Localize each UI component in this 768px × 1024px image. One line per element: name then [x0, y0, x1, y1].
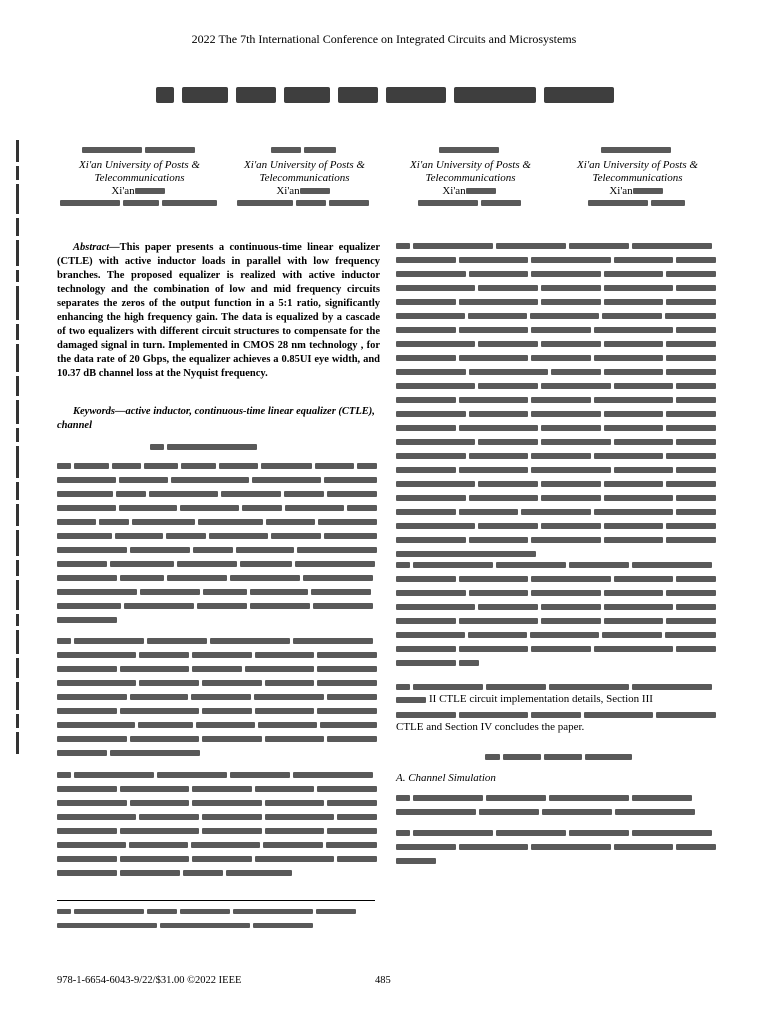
- section-heading-introduction: [150, 442, 290, 452]
- author-block-2: [222, 145, 387, 208]
- abstract-text: —This paper presents a continuous-time linear equalizer (CTLE) with active inductor loads in parallel with low frequency branches. The proposed equalizer is realized with active inductor technology and the combination of low and mid frequency circuits separates the zeros of the output function in a 5:1 ratio, significantly enhancing the high frequency gain. The data is equalized by a cascade of two equalizers with different circuit structures to compensate for the damaged signal in turn. Implemented in CMOS 28 nm technology , for the data rate of 20 Gbps, the equalizer achieves a 0.85UI eye width, and 10.37 dB channel loss at the Nyquist frequency.: [57, 242, 380, 379]
- footnote: [57, 906, 380, 930]
- author-block-1: [57, 145, 222, 208]
- author-affiliation: Xi'an University of Posts &: [410, 159, 531, 171]
- abstract: [57, 241, 380, 381]
- section-outline-fragment-1: II CTLE circuit implementation details, Section III: [429, 693, 653, 705]
- body-paragraph-3: [57, 770, 380, 878]
- section-outline-fragment-2: CTLE and Section IV concludes the paper.: [396, 721, 585, 733]
- author-city: Xi'an: [276, 185, 300, 197]
- author-city: Xi'an: [442, 185, 466, 197]
- keywords: [57, 405, 380, 433]
- body-paragraph-2: [57, 636, 380, 758]
- section-heading-2: [485, 752, 635, 762]
- margin-scan-marks: [14, 140, 22, 880]
- author-affiliation: Xi'an University of Posts &: [79, 159, 200, 171]
- paper-title: [150, 84, 620, 106]
- footnote-divider: [57, 900, 375, 901]
- author-dept: Telecommunications: [94, 172, 185, 184]
- keywords-text: —active inductor, continuous-time linear equalizer (CTLE), channel: [57, 406, 375, 431]
- right-body-paragraph-5: [396, 828, 719, 866]
- author-dept: Telecommunications: [259, 172, 350, 184]
- subsection-heading-channel-simulation: A. Channel Simulation: [396, 772, 496, 784]
- author-dept: Telecommunications: [425, 172, 516, 184]
- keywords-label: Keywords: [73, 406, 115, 417]
- body-paragraph-1: [57, 461, 380, 625]
- author-block-3: [388, 145, 553, 208]
- author-city: Xi'an: [609, 185, 633, 197]
- conference-header: 2022 The 7th International Conference on Integrated Circuits and Microsystems: [191, 32, 577, 46]
- page-number: 485: [375, 975, 391, 986]
- right-body-paragraph-2: [396, 560, 719, 668]
- author-city: Xi'an: [111, 185, 135, 197]
- footer-isbn: 978-1-6654-6043-9/22/$31.00 ©2022 IEEE: [57, 975, 242, 986]
- abstract-label: Abstract: [73, 242, 110, 253]
- author-block-4: [555, 145, 720, 208]
- author-affiliation: Xi'an University of Posts &: [244, 159, 365, 171]
- author-dept: Telecommunications: [592, 172, 683, 184]
- author-affiliation: Xi'an University of Posts &: [577, 159, 698, 171]
- right-body-paragraph-4: [396, 793, 719, 817]
- right-body-paragraph-3: [396, 682, 719, 734]
- right-body-paragraph-1: [396, 241, 719, 559]
